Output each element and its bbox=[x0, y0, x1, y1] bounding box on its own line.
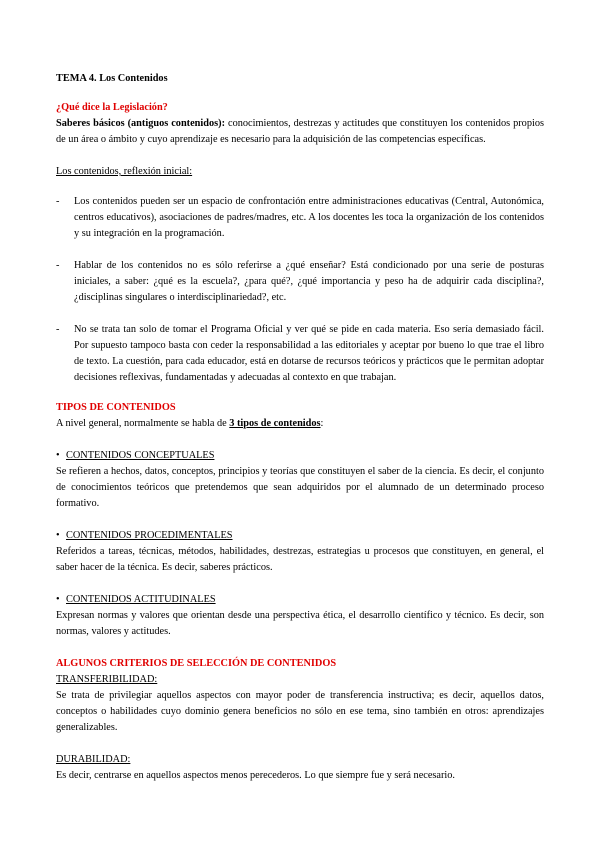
bullet-icon: • bbox=[56, 594, 60, 605]
legislacion-bold: Saberes básicos (antiguos contenidos): bbox=[56, 118, 226, 129]
durabilidad-text: Es decir, centrarse en aquellos aspectos menos perecederos. Lo que siempre fue y será necesario. bbox=[56, 770, 455, 781]
conceptuales-text: Se refieren a hechos, datos, conceptos, principios y teorías que constituyen el saber de la ciencia. Es decir, el conjunto de conocimientos teóricos que pretendemos que sean adquiridos por el alumnado de un determinado proceso formativo. bbox=[56, 466, 544, 509]
bullet-icon: • bbox=[56, 450, 60, 461]
procedimentales-heading: • CONTENIDOS PROCEDIMENTALES bbox=[56, 528, 544, 544]
transferibilidad-text: Se trata de privilegiar aquellos aspectos con mayor poder de transferencia instructiva; es decir, aquellos datos, conceptos o habilidades cuyo dominio genera beneficios no sólo en ese tema, sino también en otros: aprendizajes generalizables. bbox=[56, 690, 544, 733]
page-title: TEMA 4. Los Contenidos bbox=[56, 73, 168, 84]
tipos-intro: A nivel general, normalmente se habla de 3 tipos de contenidos: bbox=[56, 418, 324, 429]
legislacion-paragraph bbox=[56, 116, 544, 148]
reflexion-item: - Los contenidos pueden ser un espacio de confrontación entre administraciones educativas (Central, Autonómica, centros educativos), asociaciones de padres/madres, etc. A los docentes les toca la organización de los contenidos y su integración en la programación. bbox=[56, 196, 544, 239]
reflexion-heading: Los contenidos, reflexión inicial: bbox=[56, 166, 193, 177]
legislacion-heading: ¿Qué dice la Legislación? bbox=[56, 102, 168, 113]
actitudinales-heading: • CONTENIDOS ACTITUDINALES bbox=[56, 592, 544, 608]
conceptuales-heading: • CONTENIDOS CONCEPTUALES bbox=[56, 448, 544, 464]
transferibilidad-heading: TRANSFERIBILIDAD: bbox=[56, 674, 158, 685]
reflexion-item: - No se trata tan solo de tomar el Programa Oficial y ver qué se pide en cada materia. Eso sería demasiado fácil. Por supuesto tampoco basta con ceder la responsabilidad a las editoriales y aceptar por bueno lo que trae el libro de texto. La cuestión, para cada educador, está en dotarse de recursos teóricos y prácticos que le permitan adoptar decisiones reflexivas, fundamentadas y adecuadas al contexto en que trabajan. bbox=[56, 324, 544, 383]
procedimentales-text: Referidos a tareas, técnicas, métodos, habilidades, destrezas, estrategias u procesos que constituyen, en general, el saber hacer de la técnica. Es decir, saberes prácticos. bbox=[56, 546, 544, 573]
actitudinales-text: Expresan normas y valores que orientan desde una perspectiva ética, el desarrollo científico y técnico. Es decir, son normas, valores y actitudes. bbox=[56, 610, 544, 637]
tipos-heading: TIPOS DE CONTENIDOS bbox=[56, 402, 176, 413]
bullet-icon: • bbox=[56, 530, 60, 541]
legislacion-text: conocimientos, destrezas y actitudes que constituyen los contenidos propios de un área o ámbito y cuyo aprendizaje es necesario para la adquisición de las competencias específicas. bbox=[56, 118, 544, 145]
criterios-heading: ALGUNOS CRITERIOS DE SELECCIÓN DE CONTENIDOS bbox=[56, 658, 337, 669]
reflexion-item: - Hablar de los contenidos no es sólo referirse a ¿qué enseñar? Está condicionado por una serie de posturas iniciales, a saber: ¿qué es la escuela?, ¿para qué?, ¿qué importancia y peso ha de adquirir cada disciplina?, ¿disciplinas singulares o interdisciplinariedad?, etc. bbox=[56, 260, 544, 303]
durabilidad-heading: DURABILIDAD: bbox=[56, 754, 131, 765]
document-page bbox=[56, 71, 544, 784]
